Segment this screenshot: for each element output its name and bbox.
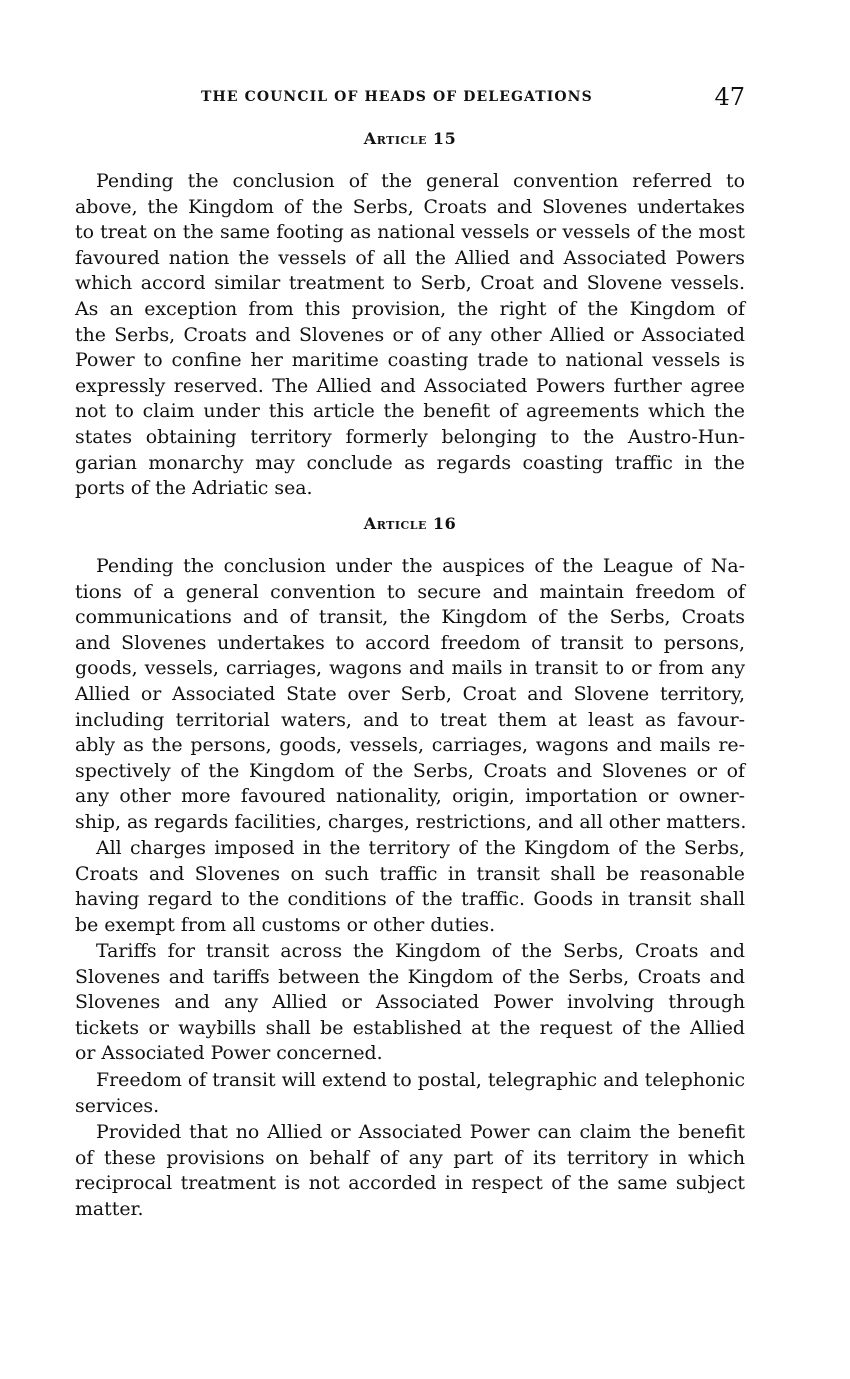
text-line: including territorial waters, and to treat them at least as favour- xyxy=(75,708,745,731)
article-16-heading: Article 16 xyxy=(363,514,457,533)
text-line: Croats and Slovenes on such traffic in transit shall be reasonable xyxy=(75,862,745,885)
text-line: or Associated Power concerned. xyxy=(75,1042,383,1065)
text-line: As an exception from this provision, the right of the Kingdom of xyxy=(75,297,745,320)
text-line: Power to confine her maritime coasting trade to national vessels is xyxy=(75,349,745,372)
text-line: Freedom of transit will extend to postal, telegraphic and telephonic xyxy=(96,1069,746,1091)
text-line: which accord similar treatment to Serb, Croat and Slovene vessels. xyxy=(75,272,745,295)
article-16-paragraph-4 xyxy=(75,1068,745,1119)
page-number: 47 xyxy=(714,83,745,111)
text-line: and Slovenes undertakes to accord freedom of transit to persons, xyxy=(75,631,745,654)
text-line: Pending the conclusion of the general convention referred to xyxy=(96,170,745,192)
article-15-paragraph-1 xyxy=(75,169,745,502)
running-title: THE COUNCIL OF HEADS OF DELEGATIONS xyxy=(201,89,593,105)
text-line: garian monarchy may conclude as regards coasting traffic in the xyxy=(75,451,745,474)
text-line: tickets or waybills shall be established at the request of the Allied xyxy=(75,1016,745,1039)
article-16-paragraph-2 xyxy=(75,836,745,938)
text-line: favoured nation the vessels of all the Allied and Associated Powers xyxy=(75,246,745,269)
text-line: of these provisions on behalf of any part of its territory in which xyxy=(75,1146,745,1169)
text-line: goods, vessels, carriages, wagons and mails in transit to or from any xyxy=(75,657,745,680)
text-line: ports of the Adriatic sea. xyxy=(75,477,313,500)
text-line: matter. xyxy=(75,1197,144,1220)
text-line: any other more favoured nationality, origin, importation or owner- xyxy=(75,785,745,808)
text-line: Provided that no Allied or Associated Power can claim the benefit xyxy=(96,1121,745,1143)
text-line: Tariffs for transit across the Kingdom of the Serbs, Croats and xyxy=(96,940,745,962)
text-line: reciprocal treatment is not accorded in respect of the same subject xyxy=(75,1172,745,1195)
text-line: communications and of transit, the Kingdom of the Serbs, Croats xyxy=(75,606,745,629)
text-line: ably as the persons, goods, vessels, carriages, wagons and mails re- xyxy=(75,734,745,757)
running-head xyxy=(75,84,745,114)
text-line: tions of a general convention to secure and maintain freedom of xyxy=(75,580,745,603)
text-line: not to claim under this article the benefit of agreements which the xyxy=(75,400,745,423)
article-16-paragraph-3 xyxy=(75,939,745,1067)
text-line: spectively of the Kingdom of the Serbs, Croats and Slovenes or of xyxy=(75,759,745,782)
text-line: All charges imposed in the territory of the Kingdom of the Serbs, xyxy=(96,837,745,859)
text-line: Allied or Associated State over Serb, Croat and Slovene territory, xyxy=(75,682,745,705)
text-line: the Serbs, Croats and Slovenes or of any other Allied or Associated xyxy=(75,323,745,346)
text-line: Pending the conclusion under the auspices of the League of Na- xyxy=(96,555,745,577)
article-15-heading: Article 15 xyxy=(363,129,457,148)
text-line: ship, as regards facilities, charges, restrictions, and all other matters. xyxy=(75,810,747,833)
text-line: expressly reserved. The Allied and Associated Powers further agree xyxy=(75,374,745,397)
text-line: services. xyxy=(75,1094,160,1117)
text-line: above, the Kingdom of the Serbs, Croats and Slovenes undertakes xyxy=(75,195,745,218)
text-line: Slovenes and tariffs between the Kingdom of the Serbs, Croats and xyxy=(75,965,745,988)
article-16-paragraph-1 xyxy=(75,554,745,836)
text-line: Slovenes and any Allied or Associated Power involving through xyxy=(75,991,745,1014)
article-16-paragraph-5 xyxy=(75,1120,745,1222)
text-line: states obtaining territory formerly belonging to the Austro-Hun- xyxy=(75,425,745,448)
text-line: be exempt from all customs or other duties. xyxy=(75,913,496,936)
text-line: to treat on the same footing as national vessels or vessels of the most xyxy=(75,221,745,244)
text-line: having regard to the conditions of the traffic. Goods in transit shall xyxy=(75,888,745,911)
